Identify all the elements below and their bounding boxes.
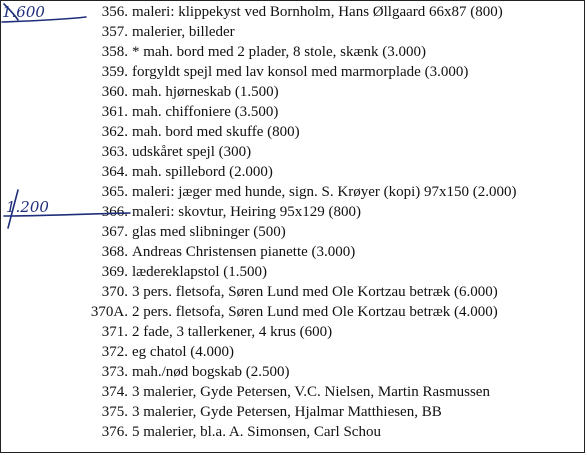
item-number: 356. bbox=[101, 4, 128, 20]
item-description: malerier, billeder bbox=[132, 24, 235, 40]
item-description: maleri: klippekyst ved Bornholm, Hans Øllgaard 66x87 (800) bbox=[132, 4, 503, 20]
item-number: 362. bbox=[101, 124, 128, 140]
item-number: 373. bbox=[101, 364, 128, 380]
handwritten-note-top: 1.600 bbox=[2, 3, 45, 21]
item-description: mah./nød bogskab (2.500) bbox=[132, 364, 290, 380]
item-description: 5 malerier, bl.a. A. Simonsen, Carl Schou bbox=[132, 424, 381, 440]
item-number: 357. bbox=[101, 24, 128, 40]
item-description: 2 pers. fletsofa, Søren Lund med Ole Kortzau betræk (4.000) bbox=[132, 304, 498, 320]
item-description: mah. chiffoniere (3.500) bbox=[132, 104, 279, 120]
item-description: 2 fade, 3 tallerkener, 4 krus (600) bbox=[132, 324, 333, 340]
item-number: 358. bbox=[101, 44, 128, 60]
item-description: mah. hjørneskab (1.500) bbox=[132, 84, 279, 100]
item-description: maleri: skovtur, Heiring 95x129 (800) bbox=[132, 204, 361, 220]
item-number: 371. bbox=[101, 324, 128, 340]
item-number: 376. bbox=[101, 424, 128, 440]
item-number: 368. bbox=[101, 244, 128, 260]
item-number: 366. bbox=[101, 204, 128, 220]
item-description: 3 malerier, Gyde Petersen, Hjalmar Matthiesen, BB bbox=[132, 404, 442, 420]
item-number: 363. bbox=[101, 144, 128, 160]
item-number: 364. bbox=[101, 164, 128, 180]
item-number: 372. bbox=[101, 344, 128, 360]
item-number: 370A. bbox=[90, 304, 128, 320]
item-description: Andreas Christensen pianette (3.000) bbox=[132, 244, 356, 260]
item-number: 360. bbox=[101, 84, 128, 100]
item-number: 374. bbox=[101, 384, 128, 400]
item-description: * mah. bord med 2 plader, 8 stole, skænk (3.000) bbox=[132, 44, 426, 60]
item-number: 375. bbox=[101, 404, 128, 420]
handwritten-note-mid: 1.200 bbox=[6, 198, 49, 216]
item-description: eg chatol (4.000) bbox=[132, 344, 235, 360]
item-description: lædereklapstol (1.500) bbox=[132, 264, 267, 280]
item-description: udskåret spejl (300) bbox=[132, 144, 252, 160]
item-description: forgyldt spejl med lav konsol med marmorplade (3.000) bbox=[132, 64, 469, 80]
item-number: 367. bbox=[101, 224, 128, 240]
item-description: 3 malerier, Gyde Petersen, V.C. Nielsen, Martin Rasmussen bbox=[132, 384, 490, 400]
item-description: mah. bord med skuffe (800) bbox=[132, 124, 300, 140]
item-number: 365. bbox=[101, 184, 128, 200]
item-description: mah. spillebord (2.000) bbox=[132, 164, 273, 180]
item-number: 359. bbox=[101, 64, 128, 80]
item-description: 3 pers. fletsofa, Søren Lund med Ole Kortzau betræk (6.000) bbox=[132, 284, 498, 300]
item-number: 370. bbox=[101, 284, 128, 300]
item-number: 361. bbox=[101, 104, 128, 120]
item-description: glas med slibninger (500) bbox=[132, 224, 286, 240]
item-number: 369. bbox=[101, 264, 128, 280]
item-description: maleri: jæger med hunde, sign. S. Krøyer (kopi) 97x150 (2.000) bbox=[132, 184, 517, 200]
